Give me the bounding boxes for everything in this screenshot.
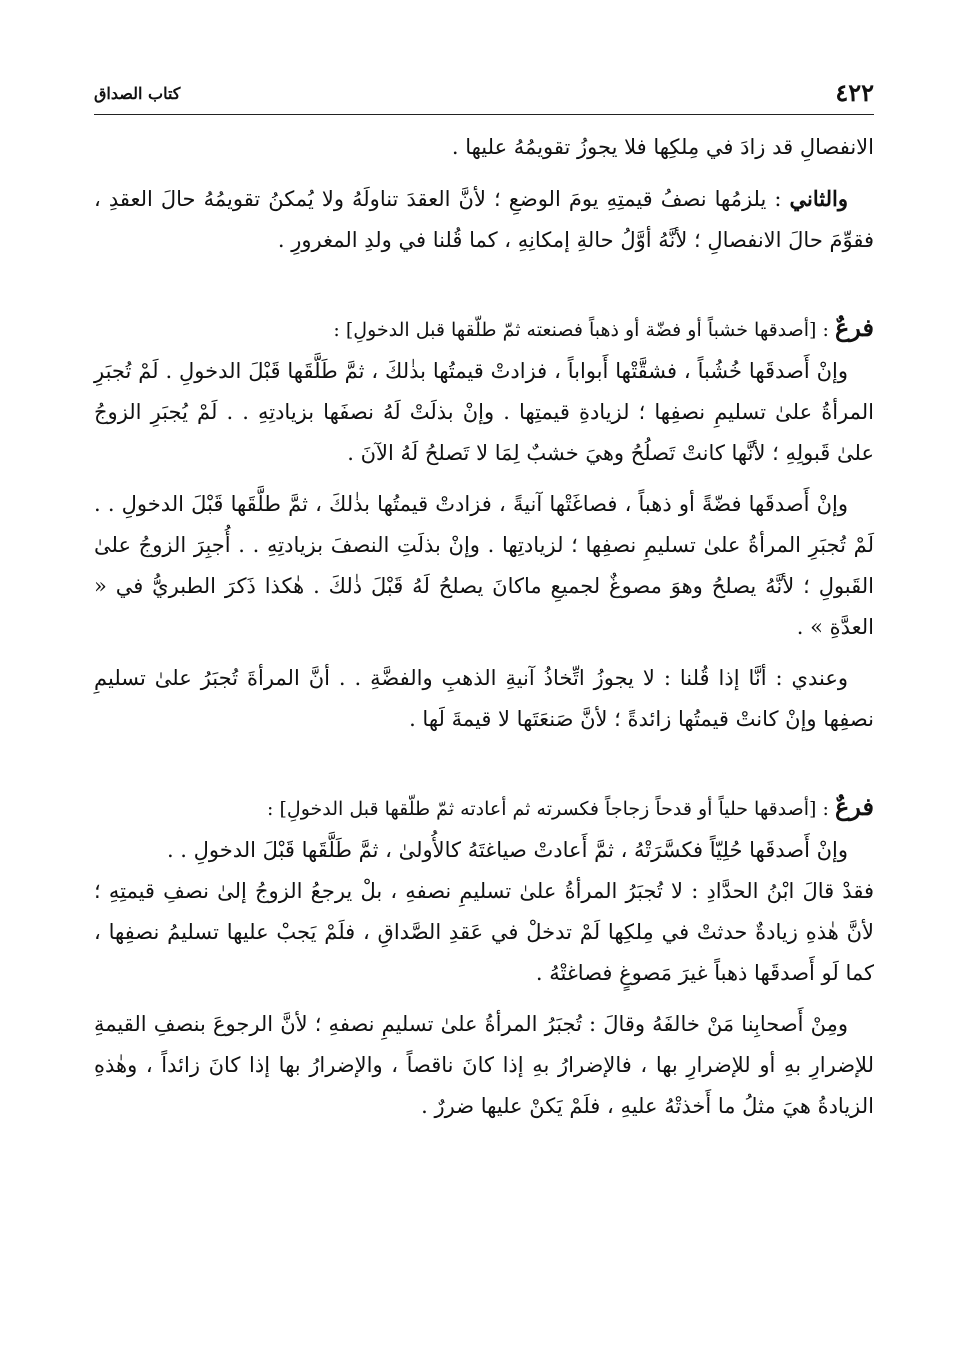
paragraph-jewelry: وإنْ أَصدقَها حُلِيّاً فكسَّرَتْهُ ، ثمَّ أَعادتْ صياغتَهُ كالأُولىٰ ، ثمَّ طَلَّقَها قَبْلَ الدخولِ . . — [166, 838, 848, 862]
paragraph-gap — [94, 648, 874, 658]
book-page — [94, 76, 874, 1326]
section-heading-jewelry — [94, 786, 874, 830]
far-heading-text: : [أصدقها حلياً أو قدحاً زجاجاً فكسرته ثم أعادته ثمّ طلّقها قبل الدخولِ] : — [267, 798, 835, 820]
paragraph-author-opinion: وعندي : أنَّا إذا قُلنا : لا يجوزُ اتِّخاذُ آنيةِ الذهبِ والفضَّةِ . . أنَّ المرأةَ تُجبَرُ علىٰ تسليمِ نصفِها وإنْ كانتْ قيمتُها زائدةً ؛ لأنَّ صَنعَتَها لا قيمةَ لَها . — [94, 666, 874, 731]
paragraph-silver-gold: وإنْ أَصدقَها فضّةً أو ذهباً ، فصاغَتْها آنيةً ، فزادتْ قيمتُها بذٰلكَ ، ثمَّ طلَّقَها قَبْلَ الدخولِ . . لَمْ تُجبَرِ المرأةُ علىٰ تسليمِ نصفِها ؛ لزيادتِها . وإنْ بذلَتِ النصفَ بزيادتِهِ . . أُجبِرَ الزوجُ علىٰ القَبولِ ؛ لأنَّهُ يصلحُ وهوَ مصوغٌ لجميعِ ماكانَ يصلحُ لَهُ قَبْلَ ذٰلكَ . هٰكذا ذَكرَ الطبريُّ في « العدَّةِ » . — [94, 492, 874, 639]
paragraph-gap — [94, 994, 874, 1004]
paragraph-continuation: الانفصالِ قد زادَ في مِلكِها فلا يجوزُ تقويمُهُ عليها . — [451, 135, 874, 159]
far-label: فرعٌ — [834, 313, 874, 342]
paragraph-wood: وإنْ أَصدقَها خُشُباً ، فشقَّتْها أَبواباً ، فزادتْ قيمتُها بذٰلكَ ، ثمَّ طَلَّقَها قَبْلَ الدخولِ . لَمْ تُجبَرِ المرأةُ علىٰ تسليمِ نصفِها ؛ لزيادةِ قيمتِها . وإنْ بذلَتْ لَهُ نصفَها بزيادتِهِ . . لَمْ يُجبَرِ الزوجُ علىٰ قَبولِهِ ؛ لأنَّها كانتْ تَصلُحُ وهيَ خشبٌ لِمَا لا تَصلحُ لَهُ الآنَ . — [94, 359, 874, 465]
paragraph-second-opinion — [94, 178, 874, 261]
running-header — [94, 76, 874, 115]
paragraph-gap — [94, 168, 874, 178]
paragraph-gap — [94, 474, 874, 484]
section-gap — [94, 740, 874, 786]
paragraph-dissent: ومِنْ أَصحابِنا مَنْ خالفَهُ وقالَ : تُجبَرُ المرأةُ علىٰ تسليمِ نصفهِ ؛ لأنَّ الرجوعَ بنصفِ القيمةِ للإضرارِ بهِ أو للإضرارِ بها ، فالإضرارُ بهِ إذا كانَ ناقصاً ، والإضرارُ بها إذا كانَ زائداً ، وهٰذهِ الزيادةُ هيَ مثلُ ما أَخذتْهُ عليهِ ، فلَمْ يَكنْ عليها ضررٌ . — [94, 1012, 874, 1118]
paragraph-text: : يلزمُها نصفُ قيمتِهِ يومَ الوضعِ ؛ لأنَّ العقدَ تناولَهُ ولا يُمكنُ تقويمُهُ حالَ العقدِ ، فقوِّمَ حالَ الانفصالِ ؛ لأنَّهُ أوَّلُ حالةِ إمكانِهِ ، كما قُلنا في ولدِ المغرورِ . — [94, 187, 874, 252]
paragraph-ibn-haddad: فقدْ قالَ ابْنُ الحدَّادِ : لا تُجبَرُ المرأةُ علىٰ تسليمِ نصفهِ ، بلْ يرجعُ الزوجُ إلىٰ نصفِ قيمتِهِ ؛ لأنَّ هٰذهِ زيادةٌ حدثتْ في مِلكِها لَمْ تدخلْ في عَقدِ الصَّداقِ ، فلَمْ يَجبْ عليها تسليمُ نصفِها ، كما لَو أَصدقَها ذهباً غيرَ مَصوغٍ فصاغتْهُ . — [94, 879, 874, 985]
page-number: ٤٢٢ — [835, 78, 874, 107]
book-title: كتاب الصداق — [94, 84, 181, 103]
far-heading-text: : [أصدقها خشباً أو فضّة أو ذهباً فصنعته ثمّ طلّقها قبل الدخولِ] : — [333, 319, 835, 341]
far-label: فرعٌ — [834, 792, 874, 821]
section-gap — [94, 261, 874, 307]
lead-word: والثاني — [789, 186, 848, 211]
body-text — [94, 127, 874, 1127]
section-heading-wood — [94, 307, 874, 351]
